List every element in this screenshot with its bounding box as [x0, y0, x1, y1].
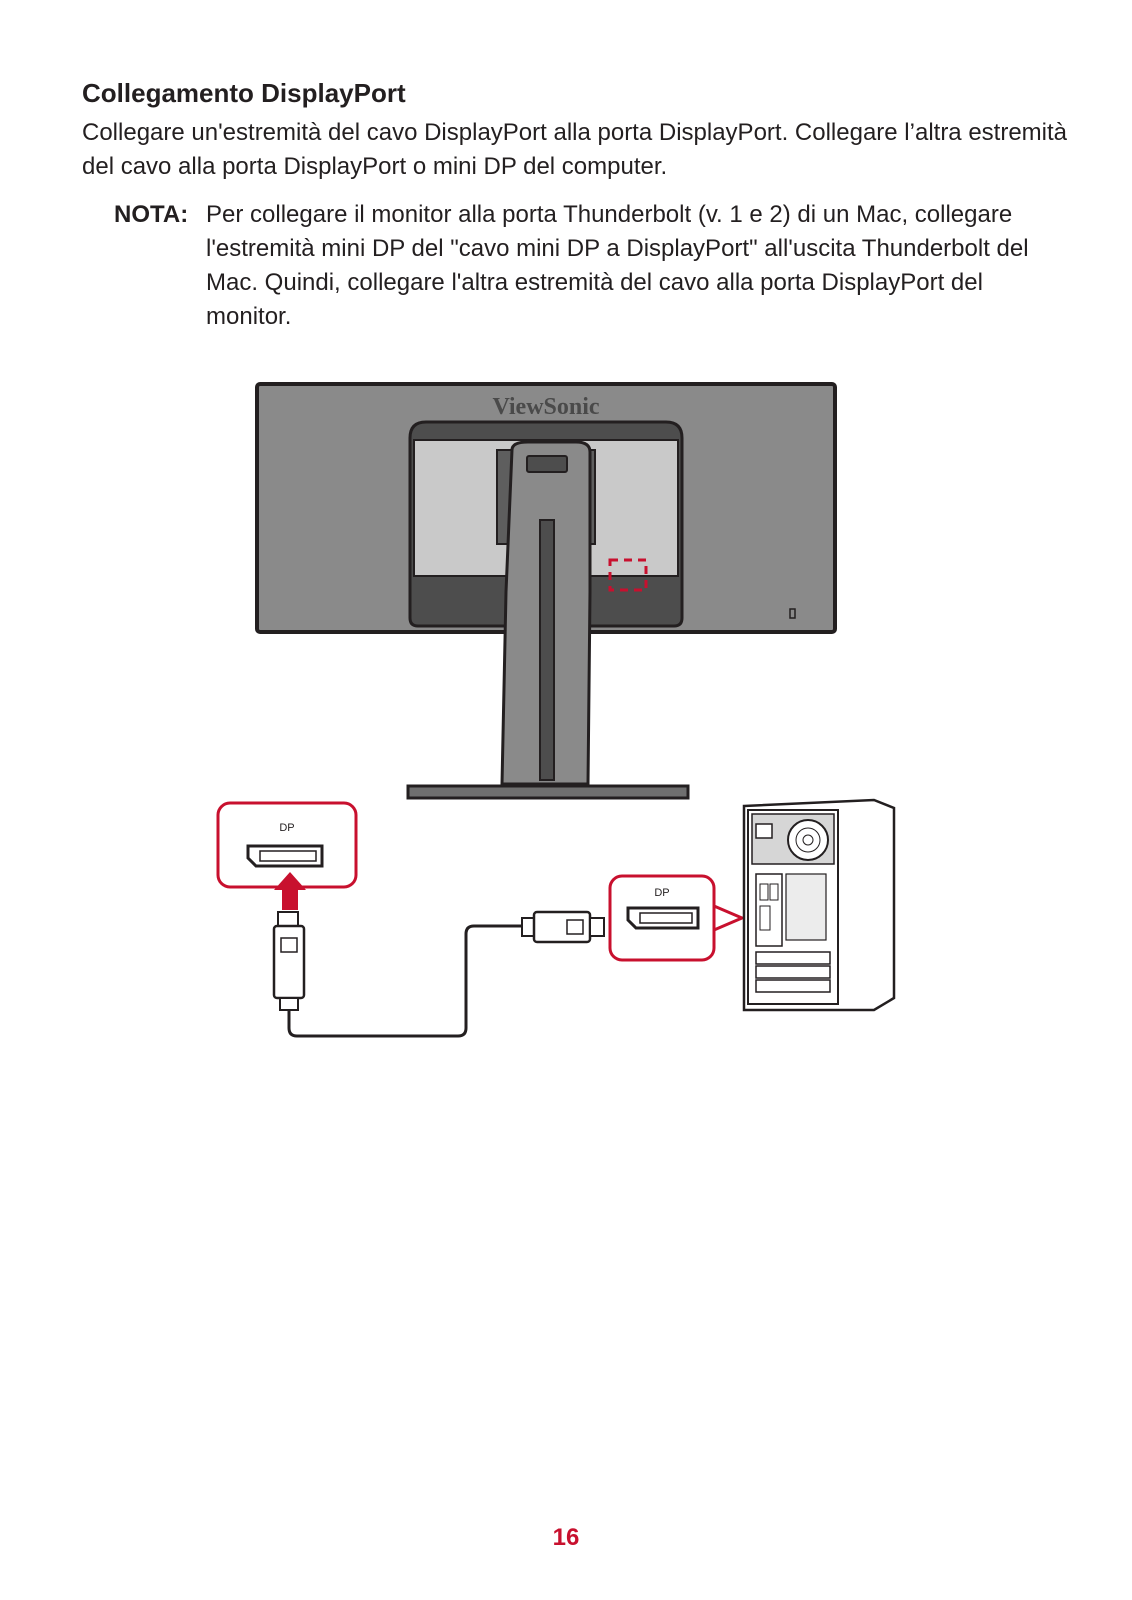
displayport-cable — [289, 926, 522, 1036]
monitor-dp-callout — [218, 803, 356, 887]
dp-connector-computer-end — [522, 912, 604, 942]
computer-tower — [744, 800, 894, 1010]
intro-paragraph: Collegare un'estremità del cavo DisplayPort alla porta DisplayPort. Collegare l’altra estremità del cavo alla porta DisplayPort o mini DP del computer. — [82, 119, 1068, 180]
computer-dp-callout — [610, 876, 742, 960]
note-block — [114, 198, 1074, 334]
note-label: NOTA: — [114, 201, 189, 228]
computer-port-label: DP — [654, 887, 670, 899]
brand-logo: ViewSonic — [492, 394, 600, 420]
note-text: Per collegare il monitor alla porta Thunderbolt (v. 1 e 2) di un Mac, collegare l'estremità mini DP del "cavo mini DP a DisplayPort" all'uscita Thunderbolt del Mac. Quindi, collegare l'altra estremità del cavo alla porta DisplayPort del monitor. — [206, 201, 1029, 330]
monitor-port-label: DP — [279, 822, 295, 834]
page-number: 16 — [552, 1524, 580, 1551]
section-heading: Collegamento DisplayPort — [82, 78, 406, 108]
dp-connector-monitor-end — [274, 912, 304, 1010]
fan-icon — [788, 820, 828, 860]
connection-illustration — [0, 380, 1132, 1060]
